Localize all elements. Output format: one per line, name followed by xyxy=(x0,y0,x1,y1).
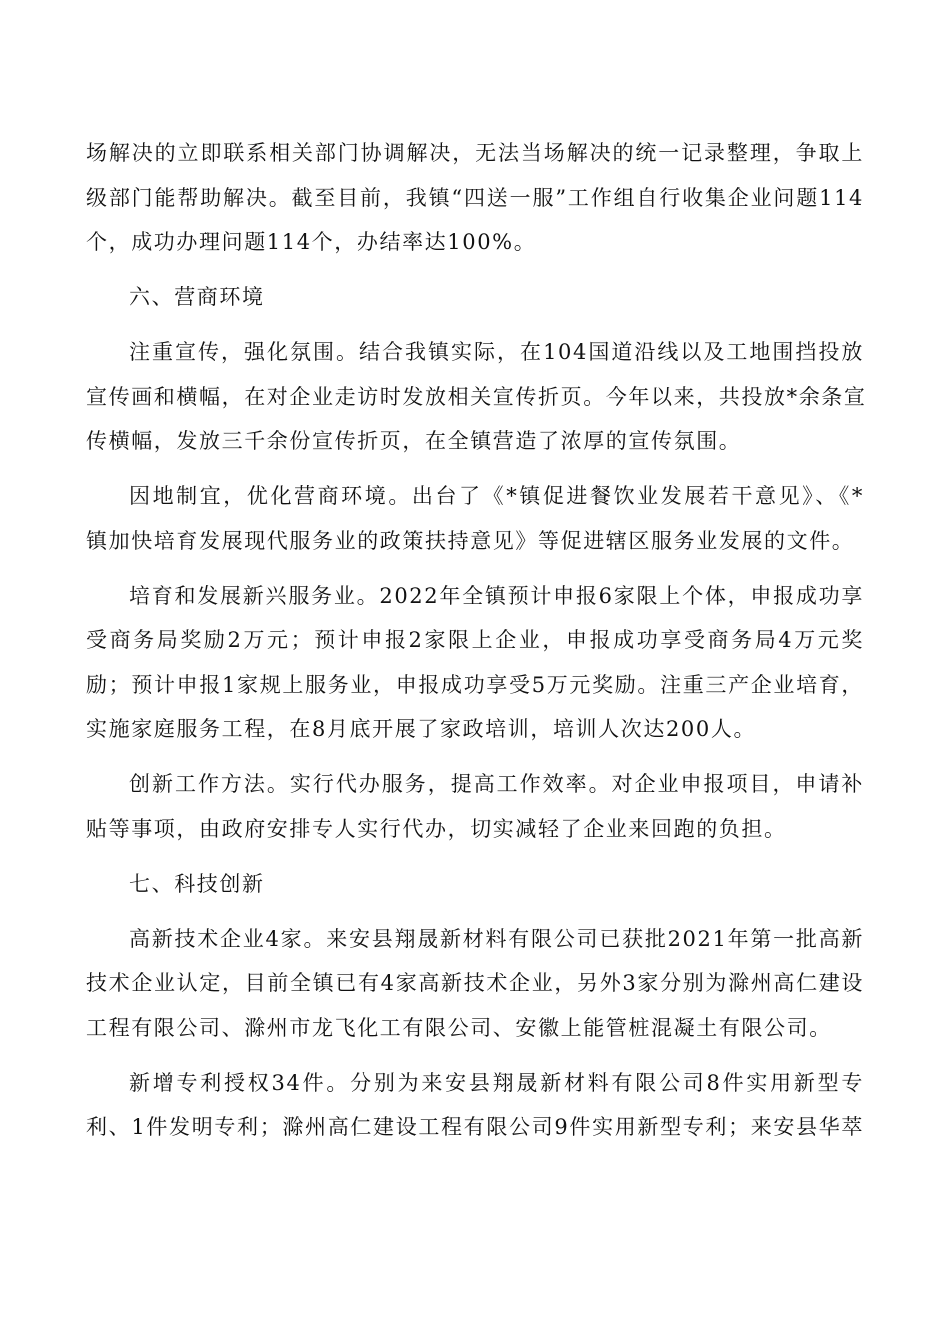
text-line: 级部门能帮助解决。截至目前，我镇“四送一服”工作组自行收集企业问题114 xyxy=(86,185,864,210)
paragraph-emerging-services xyxy=(86,574,864,752)
text-line: 受商务局奖励2万元；预计申报2家限上企业，申报成功享受商务局4万元奖 xyxy=(86,628,864,652)
text-line: 高新技术企业4家。来安县翔晟新材料有限公司已获批2021年第一批高新 xyxy=(129,926,864,951)
text-line: 注重宣传，强化氛围。结合我镇实际，在104国道沿线以及工地围挡投放 xyxy=(129,340,864,364)
text-line: 创新工作方法。实行代办服务，提高工作效率。对企业申报项目，申请补 xyxy=(129,772,864,796)
text-line: 个，成功办理问题114个，办结率达100%。 xyxy=(86,230,537,254)
text-line: 实施家庭服务工程，在8月底开展了家政培训，培训人次达200人。 xyxy=(86,717,757,741)
text-line: 贴等事项，由政府安排专人实行代办，切实减轻了企业来回跑的负担。 xyxy=(86,816,787,841)
paragraph-problem-resolution xyxy=(86,131,864,265)
paragraph-work-methods xyxy=(86,762,864,851)
document-body xyxy=(86,131,867,1160)
text-line: 传横幅，发放三千余份宣传折页，在全镇营造了浓厚的宣传氛围。 xyxy=(86,429,742,453)
section-heading-tech-innovation xyxy=(86,862,864,907)
section-heading-business-environment xyxy=(86,275,864,320)
paragraph-optimize-environment xyxy=(86,474,864,563)
heading-text: 七、科技创新 xyxy=(129,871,265,896)
text-line: 宣传画和横幅，在对企业走访时发放相关宣传折页。今年以来，共投放*余条宣 xyxy=(86,384,867,409)
paragraph-patents xyxy=(86,1061,864,1150)
text-line: 利、1件发明专利；滁州高仁建设工程有限公司9件实用新型专利；来安县华萃 xyxy=(86,1115,864,1139)
paragraph-high-tech-enterprises xyxy=(86,917,864,1051)
paragraph-publicity xyxy=(86,330,867,464)
text-line: 技术企业认定，目前全镇已有4家高新技术企业，另外3家分别为滁州高仁建设 xyxy=(86,971,864,995)
text-line: 场解决的立即联系相关部门协调解决，无法当场解决的统一记录整理，争取上 xyxy=(86,141,864,165)
text-line: 培育和发展新兴服务业。2022年全镇预计申报6家限上个体，申报成功享 xyxy=(129,583,864,608)
text-line: 新增专利授权34件。分别为来安县翔晟新材料有限公司8件实用新型专 xyxy=(129,1070,864,1095)
text-line: 镇加快培育发展现代服务业的政策扶持意见》等促进辖区服务业发展的文件。 xyxy=(86,528,855,553)
heading-text: 六、营商环境 xyxy=(129,285,265,309)
text-line: 励；预计申报1家规上服务业，申报成功享受5万元奖励。注重三产企业培育， xyxy=(86,672,864,697)
text-line: 工程有限公司、滁州市龙飞化工有限公司、安徽上能管桩混凝土有限公司。 xyxy=(86,1015,832,1040)
text-line: 因地制宜，优化营商环境。出台了《*镇促进餐饮业发展若干意见》、《* xyxy=(129,484,864,508)
